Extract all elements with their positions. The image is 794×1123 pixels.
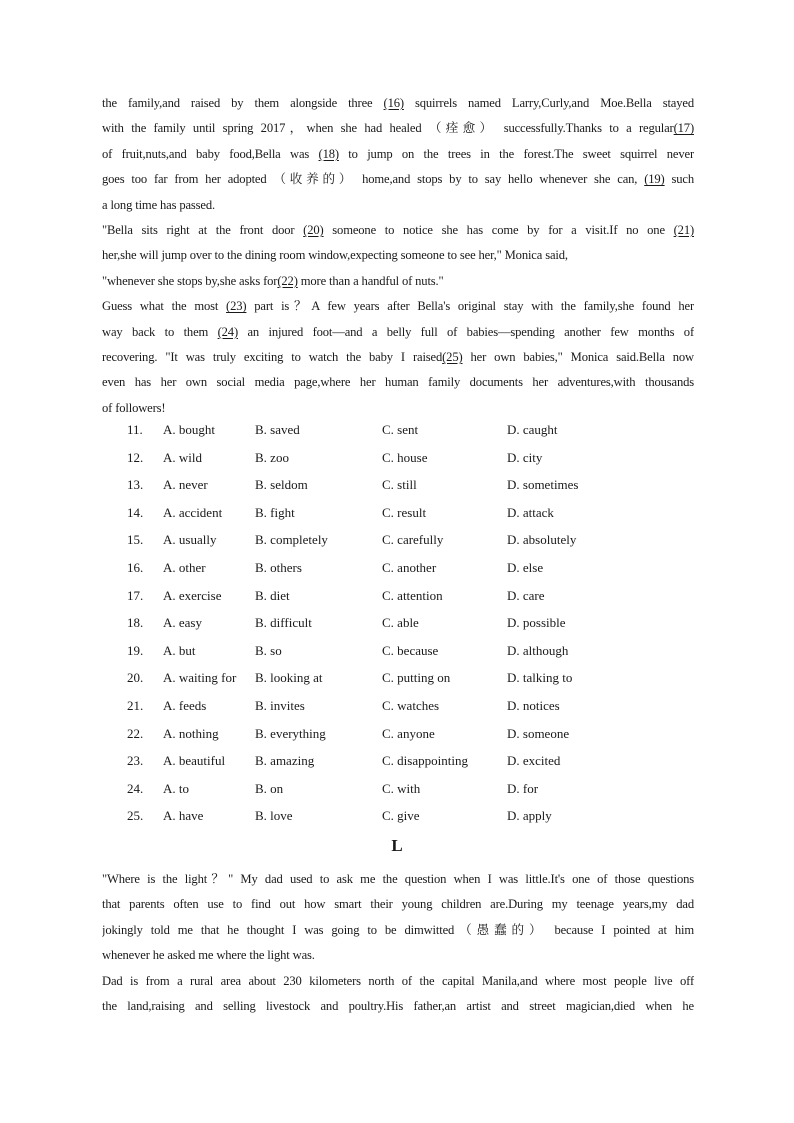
text-line <box>102 243 694 268</box>
option-c: C. result <box>382 504 427 520</box>
text-segment: a long time has passed. <box>102 197 216 212</box>
question-number: 25. <box>127 808 144 824</box>
blank-number: (24) <box>217 324 238 339</box>
text-line <box>102 892 694 917</box>
question-number: 21. <box>127 698 144 713</box>
text-line <box>102 370 694 395</box>
text-line <box>102 345 694 370</box>
option-c: C. because <box>382 642 439 658</box>
text-line <box>102 218 694 243</box>
text-segment: such <box>664 172 694 187</box>
blank-number: (19) <box>644 172 665 187</box>
question-number: 23. <box>127 753 144 769</box>
blank-number: (16) <box>383 96 404 110</box>
passage-one <box>102 91 694 421</box>
option-c: C. house <box>382 449 428 465</box>
text-segment: squirrels named Larry,Curly,and Moe.Bella stayed <box>403 96 694 110</box>
option-b: B. love <box>255 808 293 824</box>
option-d: D. attack <box>507 504 554 520</box>
question-number: 24. <box>127 780 144 796</box>
option-b: B. everything <box>255 725 326 741</box>
option-d: D. city <box>507 449 543 465</box>
text-line <box>102 969 694 994</box>
text-line <box>102 918 694 943</box>
text-line <box>102 867 694 892</box>
option-a: A. waiting for <box>163 670 237 686</box>
option-c: C. still <box>382 477 417 493</box>
option-b: B. saved <box>255 422 300 437</box>
option-row <box>127 502 727 524</box>
section-heading: L <box>391 836 403 855</box>
option-d: D. although <box>507 642 569 658</box>
option-c: C. putting on <box>382 670 451 686</box>
option-d: D. caught <box>507 422 558 437</box>
text-segment: of fruit,nuts,and baby food,Bella was <box>102 146 319 161</box>
option-c: C. another <box>382 560 437 575</box>
option-row <box>127 557 727 579</box>
text-line <box>102 294 694 319</box>
option-c: C. attention <box>382 587 443 603</box>
text-segment: whenever he asked me where the light was. <box>102 948 315 963</box>
option-d: D. care <box>507 587 545 603</box>
question-number: 18. <box>127 615 144 631</box>
option-a: A. but <box>163 642 196 658</box>
option-row <box>127 778 727 800</box>
text-segment: of followers! <box>102 400 166 415</box>
text-line <box>102 943 694 968</box>
text-segment: that parents often use to find out how smart their young children are.During my teenage years,my dad <box>102 897 694 912</box>
text-segment: to jump on the trees in the forest.The sweet squirrel never <box>338 146 694 161</box>
option-d: D. possible <box>507 615 566 631</box>
option-a: A. to <box>163 780 189 796</box>
blank-number: (22) <box>277 273 298 288</box>
option-c: C. with <box>382 780 421 796</box>
question-number: 20. <box>127 670 144 686</box>
option-c: C. disappointing <box>382 753 468 769</box>
option-d: D. else <box>507 560 544 575</box>
text-segment: her own babies," Monica said.Bella now <box>462 350 694 365</box>
option-a: A. exercise <box>163 587 222 603</box>
text-segment: with the family until spring 2017，when she had healed （痊愈） successfully.Thanks to a regular <box>102 121 674 136</box>
option-row <box>127 750 727 772</box>
option-row <box>127 667 727 689</box>
option-b: B. so <box>255 642 282 658</box>
text-segment: more than a handful of nuts." <box>297 273 444 288</box>
option-b: B. fight <box>255 504 295 520</box>
option-row <box>127 805 727 827</box>
text-line <box>102 167 694 192</box>
option-row <box>127 640 727 662</box>
option-c: C. give <box>382 808 420 824</box>
text-line <box>102 396 694 421</box>
text-segment: "whenever she stops by,she asks for <box>102 273 278 288</box>
text-segment: the family,and raised by them alongside three <box>102 96 384 110</box>
option-b: B. zoo <box>255 449 289 465</box>
blank-number: (23) <box>226 299 247 314</box>
option-row <box>127 419 727 441</box>
blank-number: (25) <box>442 350 463 365</box>
question-number: 15. <box>127 532 144 548</box>
option-d: D. talking to <box>507 670 573 686</box>
text-segment: an injured foot—and a belly full of babies—spending another few months of <box>238 324 694 339</box>
option-d: D. someone <box>507 725 570 741</box>
option-a: A. accident <box>163 504 223 520</box>
blank-number: (20) <box>303 223 324 238</box>
option-b: B. others <box>255 560 302 575</box>
option-a: A. feeds <box>163 698 207 713</box>
option-d: D. notices <box>507 698 560 713</box>
option-b: B. invites <box>255 698 305 713</box>
text-segment: jokingly told me that he thought I was going to be dimwitted（愚蠢的） because I pointed at him <box>102 922 694 937</box>
question-number: 17. <box>127 587 144 603</box>
text-line <box>102 91 694 116</box>
text-line <box>102 994 694 1019</box>
option-a: A. easy <box>163 615 202 631</box>
option-b: B. on <box>255 780 284 796</box>
text-line <box>102 116 694 141</box>
blank-number: (17) <box>673 121 694 136</box>
option-c: C. able <box>382 615 419 631</box>
option-a: A. nothing <box>163 725 219 741</box>
option-d: D. excited <box>507 753 561 769</box>
option-c: C. watches <box>382 698 440 713</box>
text-segment: her,she will jump over to the dining room window,expecting someone to see her," Monica said, <box>102 248 568 263</box>
text-line <box>102 320 694 345</box>
question-number: 12. <box>127 449 144 465</box>
question-number: 14. <box>127 504 144 520</box>
text-line <box>102 142 694 167</box>
blank-number: (21) <box>673 223 694 238</box>
text-segment: someone to notice she has come by for a visit.If no one <box>323 223 674 238</box>
option-d: D. absolutely <box>507 532 577 548</box>
option-c: C. anyone <box>382 725 435 741</box>
option-b: B. difficult <box>255 615 312 631</box>
text-segment: part is？A few years after Bella's original stay with the family,she found her <box>246 299 694 314</box>
option-row <box>127 585 727 607</box>
option-row <box>127 474 727 496</box>
option-a: A. bought <box>163 422 215 437</box>
option-a: A. usually <box>163 532 217 548</box>
option-a: A. wild <box>163 449 202 465</box>
text-segment: even has her own social media page,where her human family documents her adventures,with thousands <box>102 375 694 390</box>
blank-number: (18) <box>318 146 339 161</box>
question-number: 11. <box>127 422 143 437</box>
text-segment: "Where is the light？" My dad used to ask me the question when I was little.It's one of those questions <box>102 872 694 886</box>
option-b: B. amazing <box>255 753 315 769</box>
option-b: B. completely <box>255 532 328 548</box>
question-number: 19. <box>127 642 144 658</box>
passage-two <box>102 867 694 1019</box>
question-number: 16. <box>127 560 144 575</box>
text-segment: Guess what the most <box>102 299 227 314</box>
text-line <box>102 193 694 218</box>
option-b: B. diet <box>255 587 290 603</box>
option-a: A. have <box>163 808 204 824</box>
question-number: 22. <box>127 725 144 741</box>
text-segment: way back to them <box>102 324 218 339</box>
text-segment: the land,raising and selling livestock and poultry.His father,an artist and street magician,died when he <box>102 999 694 1014</box>
option-a: A. never <box>163 477 208 493</box>
option-row <box>127 723 727 745</box>
option-a: A. other <box>163 560 206 575</box>
option-row <box>127 612 727 634</box>
option-row <box>127 447 727 469</box>
option-b: B. looking at <box>255 670 323 686</box>
option-b: B. seldom <box>255 477 308 493</box>
text-segment: "Bella sits right at the front door <box>102 223 304 238</box>
option-c: C. carefully <box>382 532 444 548</box>
option-row <box>127 529 727 551</box>
text-segment: recovering. "It was truly exciting to watch the baby I raised <box>102 350 443 365</box>
option-d: D. sometimes <box>507 477 579 493</box>
option-a: A. beautiful <box>163 753 226 769</box>
question-number: 13. <box>127 477 144 493</box>
text-segment: goes too far from her adopted （收养的） home,and stops by to say hello whenever she can, <box>102 172 645 187</box>
text-line <box>102 269 694 294</box>
option-row <box>127 695 727 717</box>
option-c: C. sent <box>382 422 419 437</box>
option-d: D. for <box>507 780 539 796</box>
option-d: D. apply <box>507 808 552 824</box>
text-segment: Dad is from a rural area about 230 kilometers north of the capital Manila,and where most people live off <box>102 973 694 988</box>
